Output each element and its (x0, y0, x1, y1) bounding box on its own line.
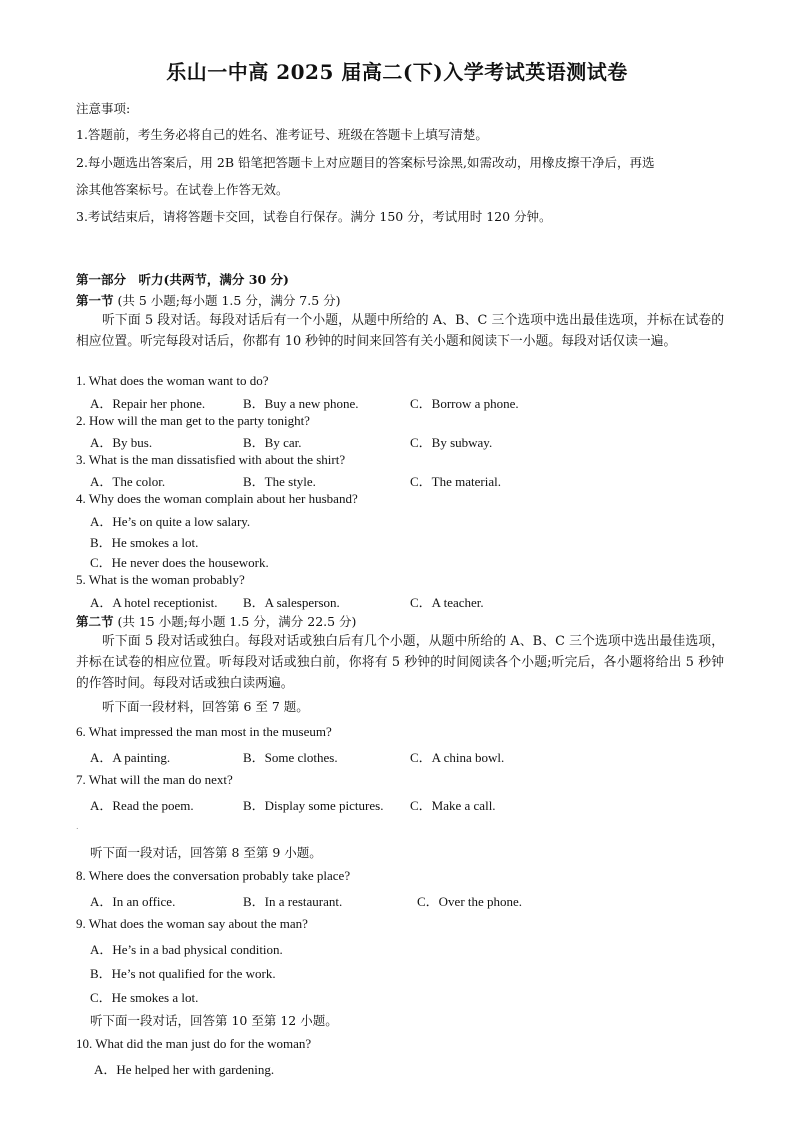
option-c: C．A china bowl. (410, 750, 505, 765)
question-stem: 4. Why does the woman complain about her husband? (76, 491, 358, 506)
option-c: C．Over the phone. (417, 894, 523, 909)
notice-heading: 注意事项: (76, 101, 131, 116)
notice-item: 3.考试结束后，请将答题卡交回，试卷自行保存。满分 150 分，考试用时 120 分钟。 (76, 209, 552, 224)
option-b: B．Buy a new phone. (243, 396, 359, 411)
option-a: A．He helped her with gardening. (94, 1062, 275, 1077)
question-stem: 6. What impressed the man most in the museum? (76, 724, 332, 739)
notice-item: 2.每小题选出答案后，用 2B 铅笔把答题卡上对应题目的答案标号涂黑,如需改动，用橡皮擦干净后，再选 (76, 155, 655, 170)
option-b: B．He’s not qualified for the work. (90, 966, 276, 981)
option-a: A．A hotel receptionist. (90, 595, 218, 610)
section2-info: (共 15 小题;每小题 1.5 分，满分 22.5 分) (117, 614, 357, 629)
option-a: A．The color. (90, 474, 166, 489)
option-a: A．He’s on quite a low salary. (90, 514, 251, 529)
option-c: C．A teacher. (410, 595, 484, 610)
option-b: B．By car. (243, 435, 302, 450)
part1-heading: 第一部分 听力(共两节，满分 30 分) (76, 272, 289, 287)
section1-info: (共 5 小题;每小题 1.5 分，满分 7.5 分) (117, 293, 341, 308)
option-c: C．He never does the housework. (90, 555, 269, 570)
option-c: C．By subway. (410, 435, 493, 450)
option-a: A．In an office. (90, 894, 176, 909)
section1-instructions: 听下面 5 段对话。每段对话后有一个小题，从题中所给的 A、B、C 三个选项中选出最佳选项，并标在试卷的相应位置。听完每段对话后，你都有 10 秒钟的时间来回答有关小题和阅读下一小题。每段对话仅读一遍。 (76, 313, 724, 349)
option-a: A．Read the poem. (90, 798, 194, 813)
question-stem: 5. What is the woman probably? (76, 572, 245, 587)
option-b: B．The style. (243, 474, 316, 489)
question-stem: 9. What does the woman say about the man? (76, 916, 308, 931)
option-a: A．Repair her phone. (90, 396, 206, 411)
listening-prompt: 听下面一段材料，回答第 6 至 7 题。 (102, 699, 309, 714)
option-c: C．Make a call. (410, 798, 496, 813)
question-stem: 8. Where does the conversation probably take place? (76, 868, 351, 883)
question-stem: 1. What does the woman want to do? (76, 373, 269, 388)
section2-header (76, 612, 356, 630)
section1-header (76, 291, 341, 309)
option-a: A．By bus. (90, 435, 153, 450)
option-c: C．The material. (410, 474, 501, 489)
question-stem: 3. What is the man dissatisfied with about the shirt? (76, 452, 346, 467)
page-title: 乐山一中高 2025 届高二(下)入学考试英语测试卷 (166, 60, 628, 84)
notice-item: 1.答题前，考生务必将自己的姓名、准考证号、班级在答题卡上填写清楚。 (76, 127, 488, 142)
question-stem: 10. What did the man just do for the woman? (76, 1036, 312, 1051)
notice-item: 涂其他答案标号。在试卷上作答无效。 (76, 182, 289, 197)
option-b: B．Display some pictures. (243, 798, 384, 813)
option-a: A．He’s in a bad physical condition. (90, 942, 283, 957)
section2-label: 第二节 (76, 614, 114, 629)
option-c: C．He smokes a lot. (90, 990, 199, 1005)
section1-label: 第一节 (76, 293, 114, 308)
option-b: B．In a restaurant. (243, 894, 343, 909)
option-b: B．A salesperson. (243, 595, 340, 610)
option-b: B．He smokes a lot. (90, 535, 199, 550)
stray-mark: . (76, 822, 79, 831)
listening-prompt: 听下面一段对话，回答第 10 至第 12 小题。 (90, 1013, 338, 1028)
section2-instructions: 听下面 5 段对话或独白。每段对话或独白后有几个小题，从题中所给的 A、B、C 三个选项中选出最佳选项，并标在试卷的相应位置。听每段对话或独白前，你将有 5 秒钟的时间阅读各个小题;听完后，各小题将给出 5 秒钟的作答时间。每段对话或独白读两遍。 (76, 634, 724, 691)
listening-prompt: 听下面一段对话，回答第 8 至第 9 小题。 (90, 845, 322, 860)
option-c: C．Borrow a phone. (410, 396, 519, 411)
question-stem: 7. What will the man do next? (76, 772, 233, 787)
question-stem: 2. How will the man get to the party tonight? (76, 413, 310, 428)
option-a: A．A painting. (90, 750, 171, 765)
option-b: B．Some clothes. (243, 750, 338, 765)
